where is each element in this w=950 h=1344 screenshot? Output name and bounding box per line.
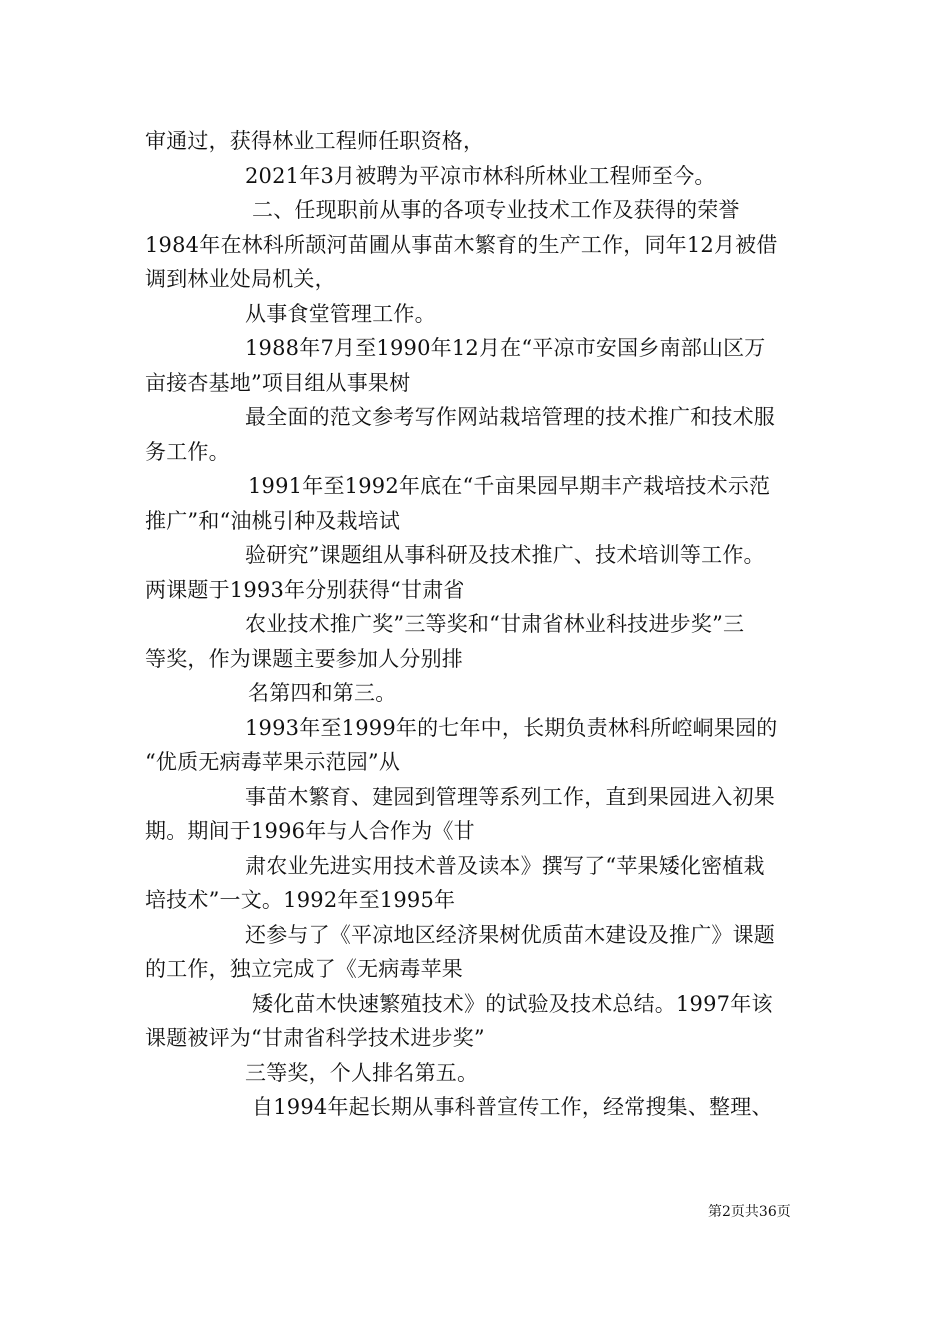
text-line: 审通过，获得林业工程师任职资格，	[145, 129, 485, 153]
text-line: 农业技术推广奖”三等奖和“甘肃省林业科技进步奖”三	[245, 612, 745, 636]
text-line: 务工作。	[145, 439, 230, 464]
text-line: 调到林业处局机关，	[145, 267, 336, 291]
section-heading: 二、任现职前从事的各项专业技术工作及获得的荣誉	[252, 198, 740, 222]
text-line: 期。期间于1996年与人合作为《甘	[145, 819, 475, 843]
text-line: 2021年3月被聘为平凉市林科所林业工程师至今。	[245, 163, 716, 188]
text-line: 肃农业先进实用技术普及读本》撰写了“苹果矮化密植栽	[245, 853, 765, 878]
text-line: 课题被评为“甘肃省科学技术进步奖”	[145, 1026, 485, 1050]
text-line: 推广”和“油桃引种及栽培试	[145, 508, 401, 533]
text-line: 验研究”课题组从事科研及技术推广、技术培训等工作。	[245, 543, 765, 567]
text-line: 矮化苗木快速繁殖技术》的试验及技术总结。1997年该	[252, 991, 773, 1016]
text-line: 1984年在林科所颉河苗圃从事苗木繁育的生产工作，同年12月被借	[145, 232, 778, 257]
text-line: 还参与了《平凉地区经济果树优质苗木建设及推广》课题	[245, 922, 775, 947]
text-line: 最全面的范文参考写作网站栽培管理的技术推广和技术服	[245, 405, 775, 429]
text-line: 1993年至1999年的七年中，长期负责林科所崆峒果园的	[245, 715, 778, 740]
text-line: 三等奖，个人排名第五。	[245, 1060, 479, 1085]
text-line: 事苗木繁育、建园到管理等系列工作，直到果园进入初果	[245, 784, 775, 809]
text-line: 的工作，独立完成了《无病毒苹果	[145, 957, 463, 981]
text-line: 培技术”一文。1992年至1995年	[145, 888, 456, 912]
text-line: 名第四和第三。	[248, 681, 397, 705]
text-line: 两课题于1993年分别获得“甘肃省	[145, 577, 465, 602]
text-line: 自1994年起长期从事科普宣传工作，经常搜集、整理、	[252, 1095, 773, 1119]
body-text	[145, 124, 810, 1125]
text-line: 1991年至1992年底在“千亩果园早期丰产栽培技术示范	[248, 474, 771, 498]
text-line: 从事食堂管理工作。	[245, 301, 436, 326]
text-line: 等奖，作为课题主要参加人分别排	[145, 646, 463, 671]
page-number: 第2页共36页	[708, 1204, 791, 1220]
text-line: 1988年7月至1990年12月在“平凉市安国乡南部山区万	[245, 336, 766, 360]
text-line: 亩接杏基地”项目组从事果树	[145, 370, 411, 395]
text-line: “优质无病毒苹果示范园”从	[145, 750, 401, 774]
